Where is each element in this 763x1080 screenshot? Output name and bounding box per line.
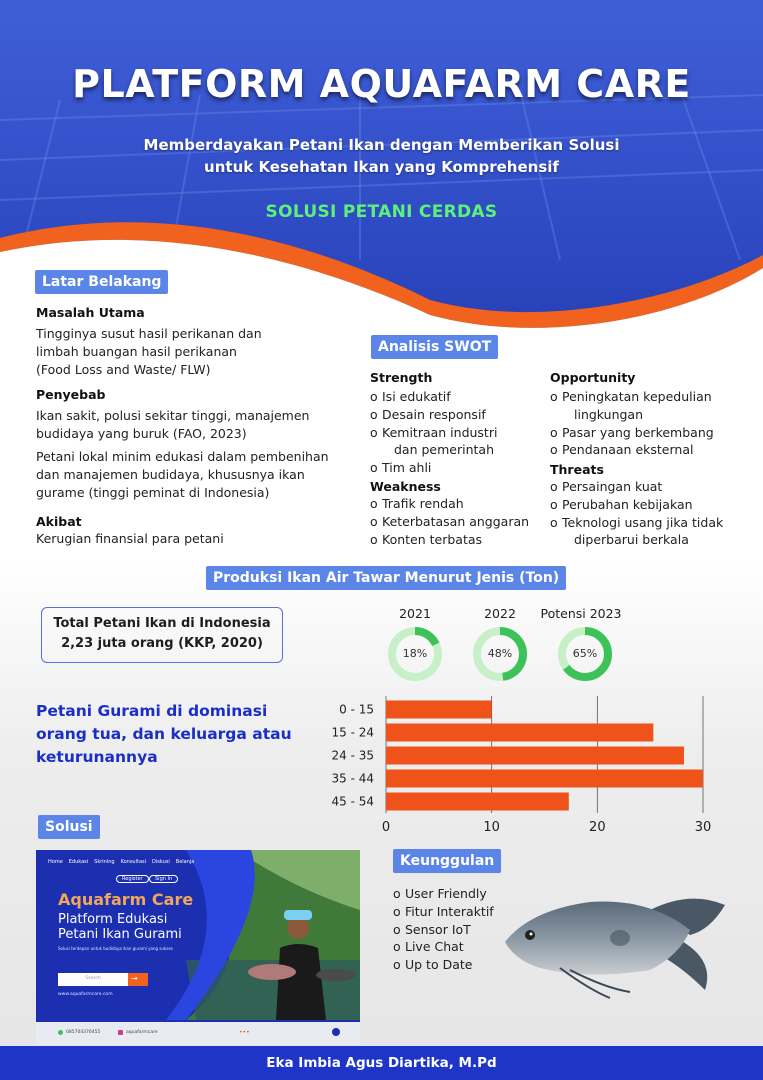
threats-list [550,478,723,549]
masalah-text [36,325,262,379]
penyebab1-line-1: Ikan sakit, polusi sekitar tinggi, manajemen [36,408,310,423]
masalah-line-2: limbah buangan hasil perikanan [36,344,237,359]
donut-chart-2023 [556,625,614,683]
screen-desc: Solusi terdepan untuk budidaya ikan gurami yang sukses [58,946,173,951]
donut-value: 65% [572,647,598,660]
age-bar-chart [318,690,738,840]
gurami-fish-illustration [500,880,740,1000]
screen-register-button: Register [116,875,149,883]
list-item: o Perubahan kebijakan [550,496,723,514]
list-item: o Teknologi usang jika tidak [550,514,723,532]
dots-icon: ••• [239,1029,250,1036]
category-label: 0 - 15 [339,702,374,717]
donut-value: 18% [402,647,428,660]
latar-belakang-label: Latar Belakang [35,270,168,294]
penyebab-text-2 [36,448,329,502]
list-item: o Trafik rendah [370,495,529,513]
penyebab-heading: Penyebab [36,387,106,402]
bar [386,701,492,719]
instagram-icon [118,1030,123,1035]
swot-label: Analisis SWOT [371,335,498,359]
donut-chart-2021 [386,625,444,683]
subtitle-line-2: untuk Kesehatan Ikan yang Komprehensif [204,158,559,176]
total-petani-box [41,607,283,663]
threats-heading: Threats [550,462,604,477]
bar [386,747,684,765]
screen-brand: Aquafarm Care [58,890,194,909]
bar [386,724,653,742]
page-title: PLATFORM AQUAFARM CARE [72,62,691,106]
penyebab2-line-3: gurame (tinggi peminat di Indonesia) [36,485,270,500]
list-item: o Sensor IoT [393,921,494,939]
x-tick-label: 20 [589,820,606,835]
masalah-line-1: Tingginya susut hasil perikanan dan [36,326,262,341]
category-label: 45 - 54 [331,794,374,809]
list-item: lingkungan [574,406,644,422]
tagline: SOLUSI PETANI CERDAS [265,202,498,222]
list-item: o Kemitraan industri [370,424,497,442]
screen-nav [48,859,194,865]
subtitle-line-1: Memberdayakan Petani Ikan dengan Memberikan Solusi [143,136,620,154]
arrow-right-icon: → [131,974,138,983]
screen-phone [58,1030,100,1035]
weakness-heading: Weakness [370,479,441,494]
donut-chart-2022 [471,625,529,683]
screen-nav-item: Belanja [175,859,195,865]
penyebab1-line-2: budidaya yang buruk (FAO, 2023) [36,426,247,441]
screen-search-input: Search [85,976,101,981]
screen-nav-item: Konsultasi [120,859,147,865]
strength-list [370,388,497,477]
screen-url: www.aquafarmcare.com [58,992,113,997]
screen-headline [58,912,182,942]
screen-nav-item: Skrining [94,859,115,865]
x-tick-label: 10 [483,820,500,835]
screen-nav-item: Diskusi [152,859,170,865]
masalah-heading: Masalah Utama [36,305,145,320]
solusi-label: Solusi [38,815,100,839]
website-screenshot [36,850,360,1045]
category-label: 24 - 35 [331,748,374,763]
screen-phone-number: 085704376455 [66,1030,101,1035]
list-item: o User Friendly [393,885,494,903]
donut-value: 48% [487,647,513,660]
screen-nav-item: Edukasi [68,859,89,865]
chat-icon [332,1028,340,1036]
total-petani-line-2: 2,23 juta orang (KKP, 2020) [61,636,263,651]
keunggulan-list [393,885,494,974]
list-item: o Persaingan kuat [550,478,723,496]
donut-year-2023: Potensi 2023 [540,606,622,621]
screen-nav-item: Home [48,859,63,865]
screen-signin-button: Sign In [149,875,178,883]
list-item: dan pemerintah [394,442,494,458]
list-item: o Isi edukatif [370,388,497,406]
total-petani-line-1: Total Petani Ikan di Indonesia [53,616,271,631]
opportunity-list [550,388,714,459]
penyebab-text-1 [36,407,309,443]
list-item: o Pendanaan eksternal [550,441,714,459]
weakness-list [370,495,529,548]
produksi-label: Produksi Ikan Air Tawar Menurut Jenis (Ton) [206,566,566,590]
list-item: o Konten terbatas [370,531,529,549]
phone-icon [58,1030,63,1035]
list-item: o Fitur Interaktif [393,903,494,921]
category-label: 35 - 44 [331,771,374,786]
list-item: o Peningkatan kepedulian [550,388,714,406]
list-item: o Keterbatasan anggaran [370,513,529,531]
category-label: 15 - 24 [331,725,374,740]
bar [386,770,703,788]
list-item: diperbarui berkala [574,532,689,548]
x-tick-label: 30 [694,820,712,835]
x-tick-label: 0 [381,820,391,835]
list-item: o Tim ahli [370,459,497,477]
donut-year-2022: 2022 [484,606,516,621]
donut-year-2021: 2021 [399,606,431,621]
list-item: o Live Chat [393,938,494,956]
screen-headline-line-1: Platform Edukasi [58,912,168,927]
screen-headline-line-2: Petani Ikan Gurami [58,927,182,942]
list-item: o Desain responsif [370,406,497,424]
penyebab2-line-2: dan manajemen budidaya, khususnya ikan [36,467,305,482]
akibat-heading: Akibat [36,514,82,529]
gurami-statement: Petani Gurami di dominasi orang tua, dan keluarga atau keturunannya [36,702,292,766]
footer-author: Eka Imbia Agus Diartika, M.Pd [0,1046,763,1080]
page-subtitle [0,134,763,178]
keunggulan-label: Keunggulan [393,849,501,873]
screen-instagram [118,1030,157,1035]
list-item: o Up to Date [393,956,494,974]
penyebab2-line-1: Petani lokal minim edukasi dalam pembenihan [36,449,329,464]
screen-instagram-handle: aquafarmcare [126,1030,158,1035]
opportunity-heading: Opportunity [550,370,636,385]
masalah-line-3: (Food Loss and Waste/ FLW) [36,362,211,377]
akibat-text: Kerugian finansial para petani [36,531,224,546]
bar [386,793,569,811]
list-item: o Pasar yang berkembang [550,424,714,442]
strength-heading: Strength [370,370,433,385]
